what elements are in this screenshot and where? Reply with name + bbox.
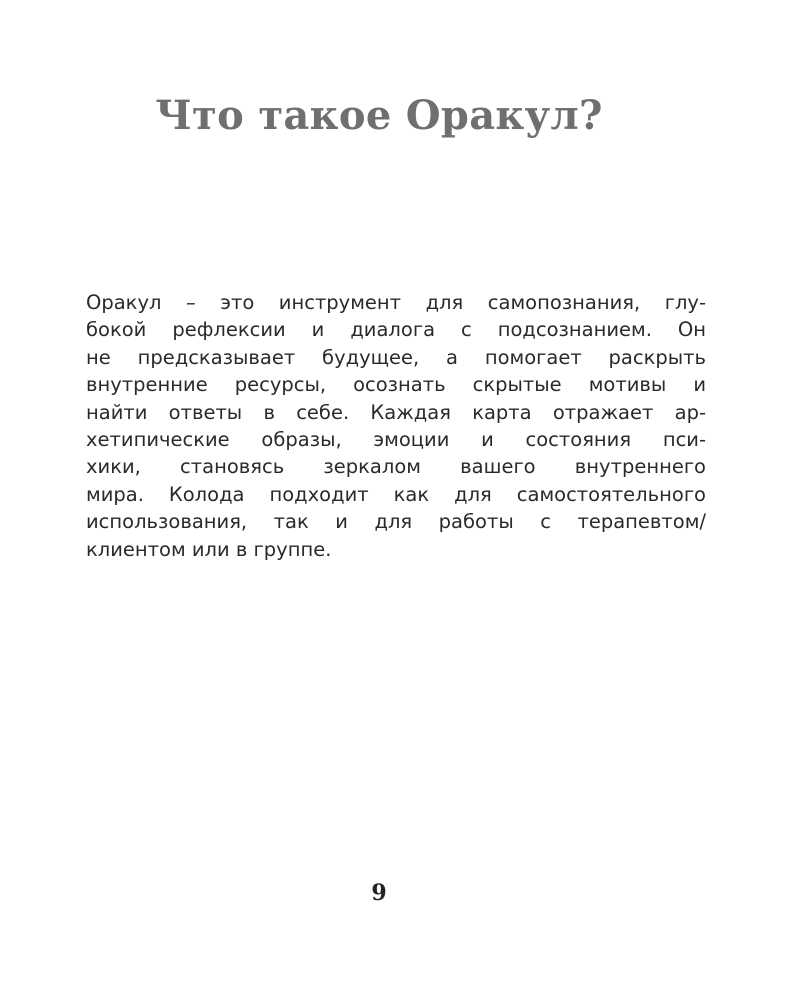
paragraph-line: найти ответы в себе. Каждая карта отражает ар- bbox=[86, 400, 706, 424]
paragraph-line: Оракул – это инструмент для самопознания, глу- bbox=[86, 291, 706, 314]
paragraph-line: клиентом или в группе. bbox=[86, 537, 332, 561]
page-title: Что такое Оракул? bbox=[155, 92, 603, 139]
paragraph-line: хетипические образы, эмоции и состояния пси- bbox=[86, 428, 706, 452]
paragraph-line: не предсказывает будущее, а помогает раскрыть bbox=[86, 345, 706, 369]
paragraph-line: бокой рефлексии и диалога с подсознанием. Он bbox=[86, 318, 706, 342]
paragraph-line: хики, становясь зеркалом вашего внутреннего bbox=[86, 455, 706, 479]
paragraph-line: внутренние ресурсы, осознать скрытые мотивы и bbox=[86, 373, 706, 397]
paragraph-line: мира. Колода подходит как для самостоятельного bbox=[86, 482, 706, 506]
page-number: 9 bbox=[371, 880, 387, 906]
paragraph-line: использования, так и для работы с терапевтом/ bbox=[86, 510, 706, 534]
body-paragraph bbox=[86, 289, 706, 563]
